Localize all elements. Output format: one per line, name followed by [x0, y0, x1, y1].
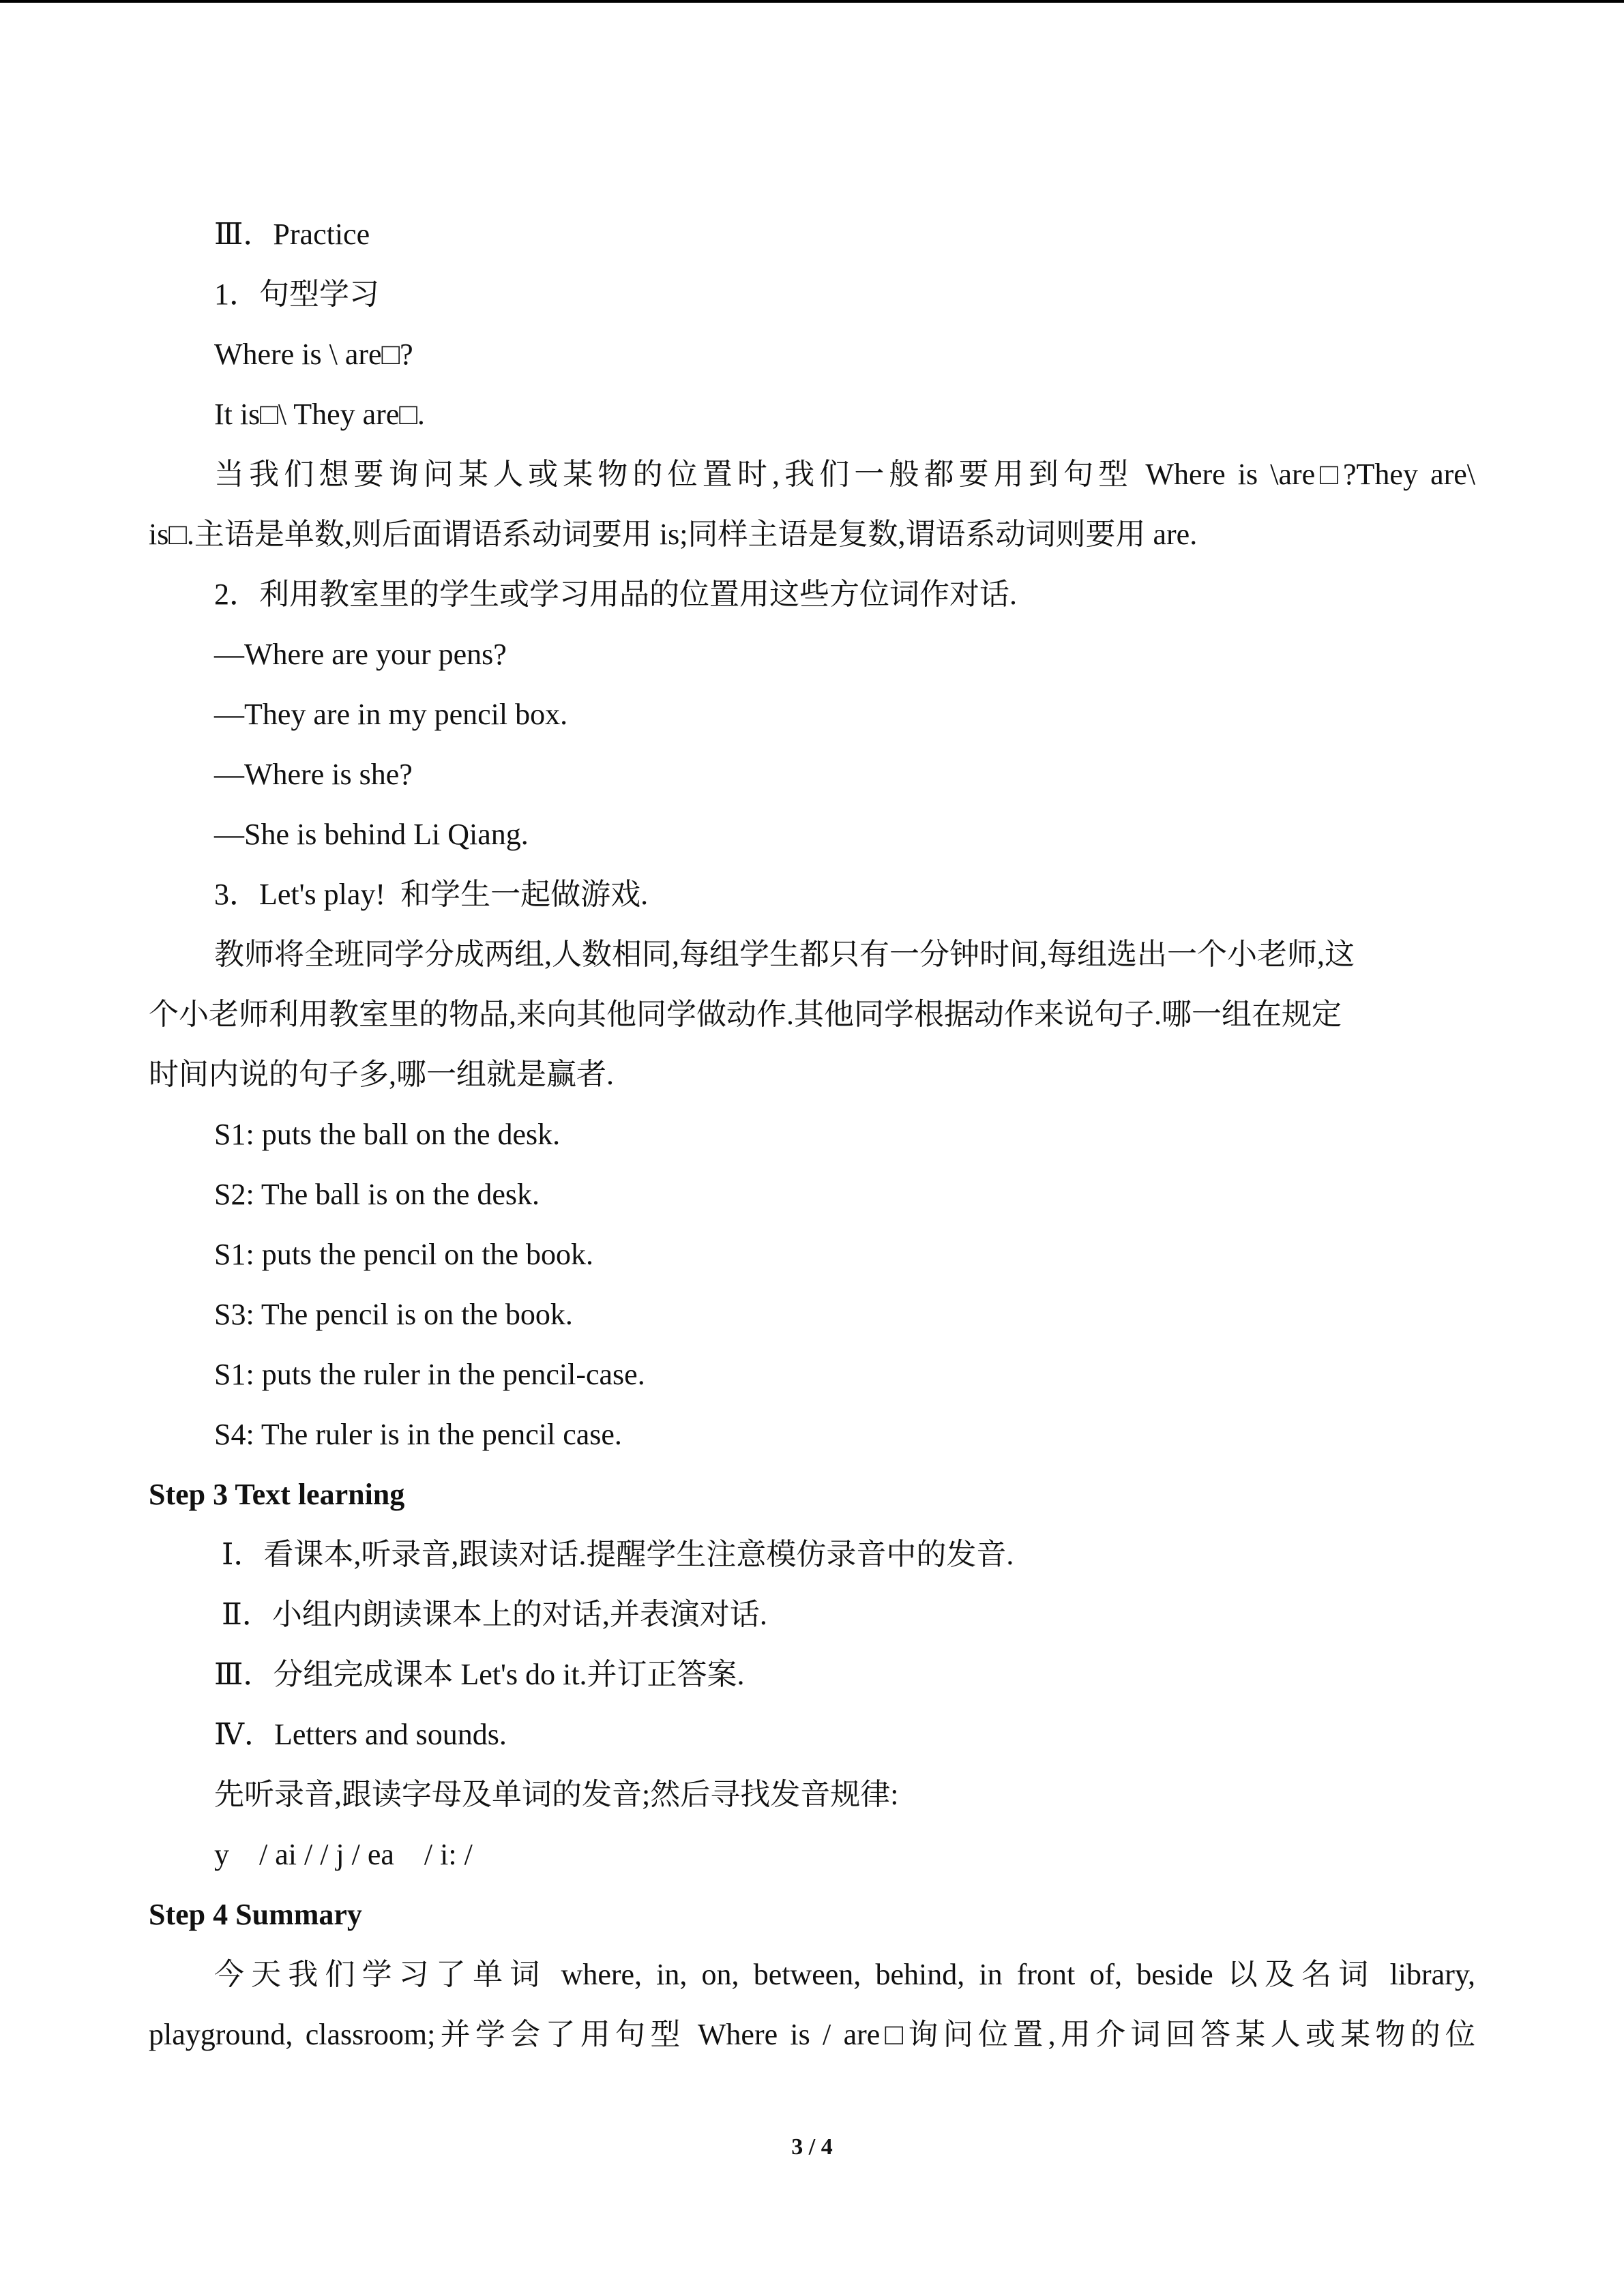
game-line: S2: The ball is on the desk. [214, 1178, 540, 1211]
step-item: Ⅱ．小组内朗读课本上的对话,并表演对话. [214, 1598, 767, 1631]
pattern-question: Where is \ are□? [214, 338, 413, 371]
step-heading-text-learning: Step 3 Text learning [149, 1478, 405, 1511]
dialogue-line: —Where are your pens? [214, 638, 507, 671]
paragraph-line: is□.主语是单数,则后面谓语系动词要用 is;同样主语是复数,谓语系动词则要用 are. [149, 518, 1198, 551]
paragraph-line: 先听录音,跟读字母及单词的发音;然后寻找发音规律: [214, 1778, 899, 1811]
top-border-rule [0, 0, 1624, 3]
phonics-line: y / ai / / j / ea / i: / [214, 1838, 473, 1871]
section-heading-practice: Ⅲ．Practice [214, 218, 370, 251]
game-line: S1: puts the pencil on the book. [214, 1238, 594, 1271]
game-line: S3: The pencil is on the book. [214, 1298, 573, 1331]
dialogue-line: —Where is she? [214, 758, 413, 791]
paragraph-line: 当我们想要询问某人或某物的位置时,我们一般都要用到句型 Where is \are□?They are\ [214, 458, 1475, 491]
subsection-dialogue-practice: 2．利用教室里的学生或学习用品的位置用这些方位词作对话. [214, 578, 1017, 611]
step-item: Ⅰ．看课本,听录音,跟读对话.提醒学生注意模仿录音中的发音. [214, 1538, 1014, 1571]
paragraph-line: 今天我们学习了单词 where, in, on, between, behind, in front of, beside 以及名词 library, [214, 1958, 1475, 1991]
step-item: Ⅲ．分组完成课本 Let's do it.并订正答案. [214, 1658, 745, 1691]
game-line: S1: puts the ruler in the pencil-case. [214, 1358, 645, 1391]
page-number: 3 / 4 [791, 2134, 833, 2160]
pattern-answer: It is□\ They are□. [214, 398, 425, 431]
game-line: S4: The ruler is in the pencil case. [214, 1418, 622, 1451]
subsection-lets-play: 3．Let's play! 和学生一起做游戏. [214, 878, 649, 911]
paragraph-line: playground, classroom;并学会了用句型 Where is / are□询问位置,用介词回答某人或某物的位 [149, 2018, 1475, 2051]
step-heading-summary: Step 4 Summary [149, 1898, 362, 1931]
dialogue-line: —She is behind Li Qiang. [214, 818, 529, 851]
document-body [149, 205, 1475, 2065]
subsection-sentence-pattern: 1．句型学习 [214, 278, 379, 311]
paragraph-line: 时间内说的句子多,哪一组就是赢者. [149, 1058, 614, 1091]
dialogue-line: —They are in my pencil box. [214, 698, 568, 731]
step-item: Ⅳ．Letters and sounds. [214, 1718, 507, 1751]
paragraph-line: 教师将全班同学分成两组,人数相同,每组学生都只有一分钟时间,每组选出一个小老师,这 [214, 938, 1355, 971]
paragraph-line: 个小老师利用教室里的物品,来向其他同学做动作.其他同学根据动作来说句子.哪一组在规定 [149, 998, 1342, 1031]
game-line: S1: puts the ball on the desk. [214, 1118, 561, 1151]
